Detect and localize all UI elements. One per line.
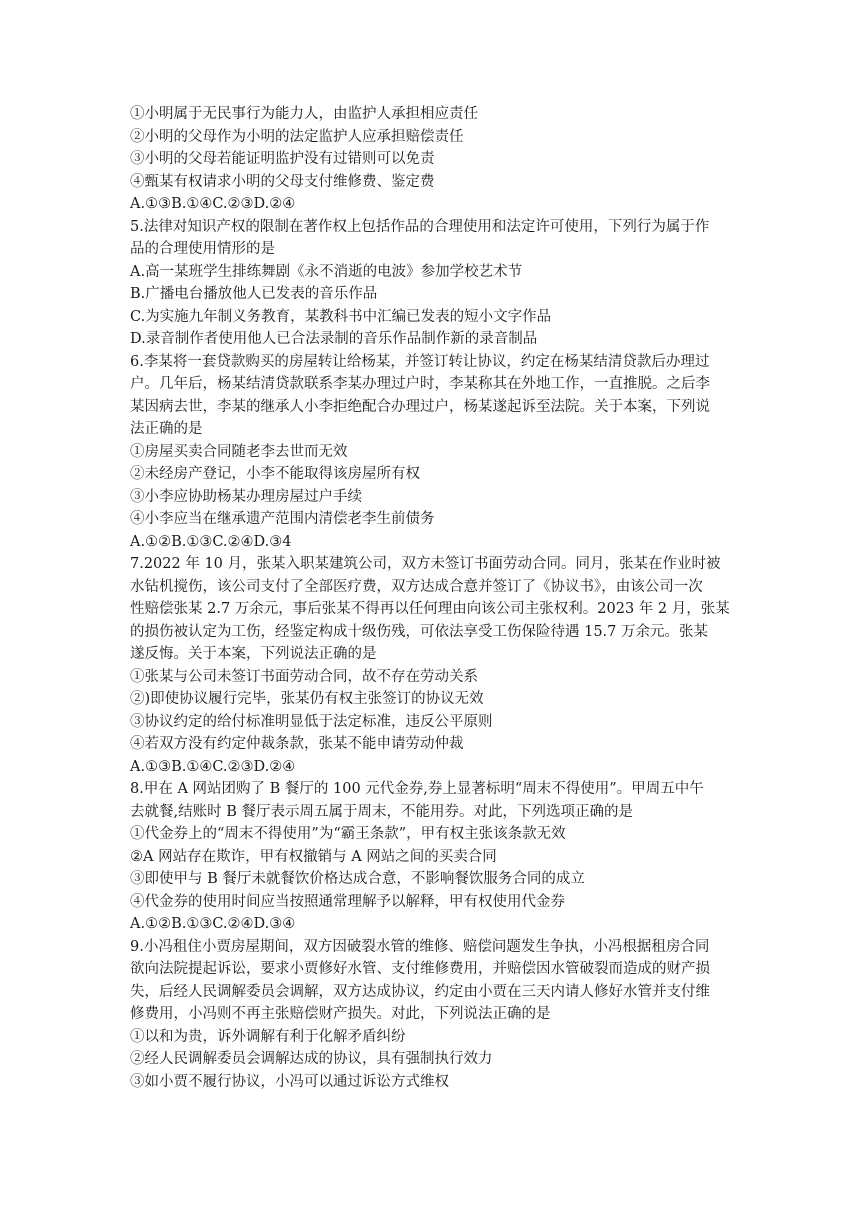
text-line: ③协议约定的给付标准明显低于法定标准，违反公平原则 xyxy=(130,713,493,730)
text-line: ②A 网站存在欺诈，甲有权撤销与 A 网站之间的买卖合同 xyxy=(130,848,497,865)
text-line: A.高一某班学生排练舞剧《永不消逝的电波》参加学校艺术节 xyxy=(130,263,523,280)
text-line: ②)即使协议履行完毕，张某仍有权主张签订的协议无效 xyxy=(130,691,484,707)
text-line: ②经人民调解委员会调解达成的协议，具有强制执行效力 xyxy=(130,1051,493,1067)
text-line: 户。几年后，杨某结清贷款联系李某办理过户时，李某称其在外地工作，一直推脱。之后李 xyxy=(130,376,710,392)
text-line: 水钻机搅伤，该公司支付了全部医疗费，双方达成合意并签订了《协议书》，由该公司一次 xyxy=(130,578,703,595)
text-line: A.①②B.①③C.②④D.③④ xyxy=(130,916,296,932)
text-line: 修费用，小冯则不再主张赔偿财产损失。对此，下列说法正确的是 xyxy=(130,1006,551,1022)
text-line: D.录音制作者使用他人已合法录制的音乐作品制作新的录音制品 xyxy=(130,331,538,347)
text-line: A.①③B.①④C.②③D.②④ xyxy=(130,758,296,775)
text-line: 去就餐,结账时 B 餐厅表示周五属于周末，不能用券。对此，下列选项正确的是 xyxy=(130,803,633,820)
text-line: ③小李应协助杨某办理房屋过户手续 xyxy=(130,488,362,505)
text-line: 性赔偿张某 2.7 万余元，事后张某不得再以任何理由向该公司主张权利。2023 年 2 月，张某 xyxy=(130,601,730,617)
text-line: ③即使甲与 B 餐厅未就餐饮价格达成合意，不影响餐饮服务合同的成立 xyxy=(130,871,585,887)
text-line: 5.法律对知识产权的限制在著作权上包括作品的合理使用和法定许可使用，下列行为属于作 xyxy=(130,218,710,235)
text-line: B.广播电台播放他人已发表的音乐作品 xyxy=(130,286,378,302)
text-line: 品的合理使用情形的是 xyxy=(130,241,275,257)
text-line: ①小明属于无民事行为能力人，由监护人承担相应责任 xyxy=(130,106,478,122)
text-line: 失，后经人民调解委员会调解，双方达成协议，约定由小贾在三天内请人修好水管并支付维 xyxy=(130,983,710,1000)
text-line: 欲向法院提起诉讼，要求小贾修好水管、支付维修费用，并赔偿因水管破裂而造成的财产损 xyxy=(130,961,710,977)
text-line: 7.2022 年 10 月，张某入职某建筑公司，双方未签订书面劳动合同。同月，张某在作业时被 xyxy=(130,556,721,572)
text-line: ①房屋买卖合同随老李去世而无效 xyxy=(130,443,348,460)
text-line: ④若双方没有约定仲裁条款，张某不能申请劳动仲裁 xyxy=(130,736,464,752)
text-line: 9.小冯租住小贾房屋期间，双方因破裂水管的维修、赔偿问题发生争执，小冯根据租房合同 xyxy=(130,938,710,955)
text-line: ②小明的父母作为小明的法定监护人应承担赔偿责任 xyxy=(130,128,464,145)
text-line: ①张某与公司未签订书面劳动合同，故不存在劳动关系 xyxy=(130,668,478,685)
text-line: 6.李某将一套贷款购买的房屋转让给杨某，并签订转让协议，约定在杨某结清贷款后办理过 xyxy=(130,353,710,370)
text-line: ④代金券的使用时间应当按照通常理解予以解释，甲有权使用代金券 xyxy=(130,893,565,910)
document-page xyxy=(130,103,738,1093)
text-line: ④甄某有权请求小明的父母支付维修费、鉴定费 xyxy=(130,173,435,190)
text-line: ④小李应当在继承遗产范围内清偿老李生前债务 xyxy=(130,511,435,527)
text-line: 法正确的是 xyxy=(130,421,203,437)
text-line: ①代金券上的“周末不得使用”为“霸王条款”，甲有权主张该条款无效 xyxy=(130,826,566,842)
text-line: ①以和为贵，诉外调解有利于化解矛盾纠纷 xyxy=(130,1028,406,1045)
text-line: A.①③B.①④C.②③D.②④ xyxy=(130,196,296,212)
text-line: 遂反悔。关于本案，下列说法正确的是 xyxy=(130,646,377,662)
text-line: 的损伤被认定为工伤，经鉴定构成十级伤残，可依法享受工伤保险待遇 15.7 万余元。张某 xyxy=(130,623,708,640)
text-line: 8.甲在 A 网站团购了 B 餐厅的 100 元代金券,券上显著标明“周末不得使用”。甲周五中午 xyxy=(130,781,704,797)
text-line: A.①②B.①③C.②④D.③4 xyxy=(130,533,292,550)
text-line: ③小明的父母若能证明监护没有过错则可以免责 xyxy=(130,151,435,167)
text-line: C.为实施九年制义务教育，某教科书中汇编已发表的短小文字作品 xyxy=(130,308,552,325)
text-line: 某因病去世，李某的继承人小李拒绝配合办理过户，杨某遂起诉至法院。关于本案，下列说 xyxy=(130,398,710,415)
text-line: ③如小贾不履行协议，小冯可以通过诉讼方式维权 xyxy=(130,1073,449,1090)
text-line: ②未经房产登记，小李不能取得该房屋所有权 xyxy=(130,466,420,482)
